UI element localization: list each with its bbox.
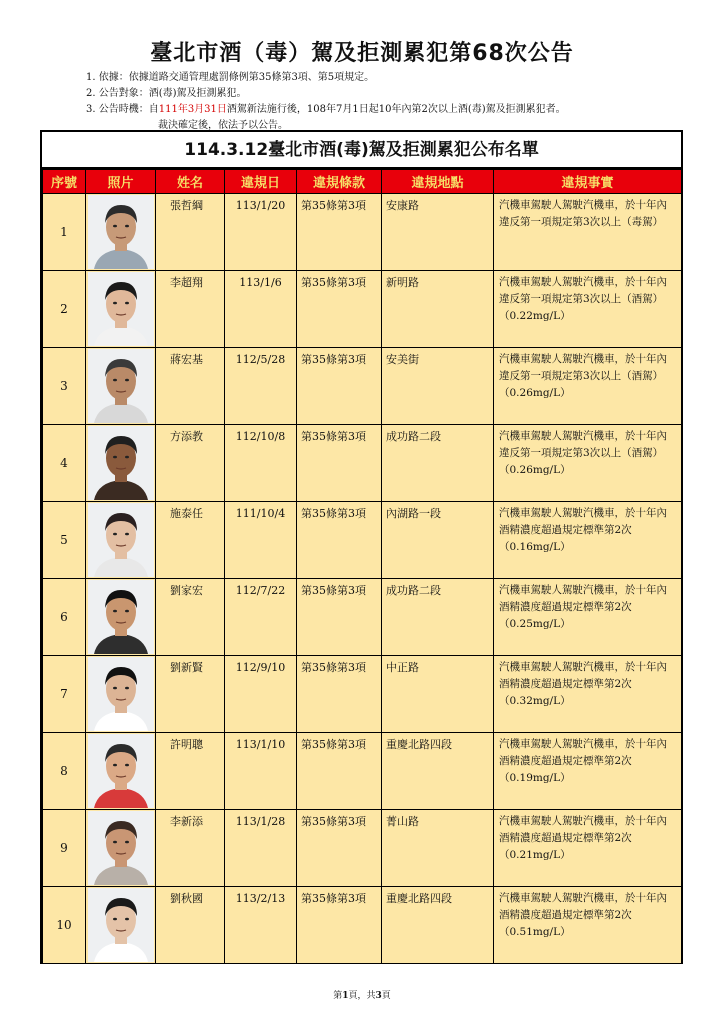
offender-photo (88, 888, 154, 962)
offender-photo (88, 195, 154, 269)
offender-name: 李新添 (156, 810, 225, 887)
violation-clause: 第35條第3項 (297, 502, 382, 579)
photo-cell (86, 656, 156, 733)
violation-date: 113/2/13 (225, 887, 297, 964)
photo-left-eye (113, 302, 117, 305)
photo-cell (86, 733, 156, 810)
photo-right-eye (125, 918, 129, 921)
violation-date: 113/1/28 (225, 810, 297, 887)
violation-date: 112/7/22 (225, 579, 297, 656)
violation-location: 安康路 (382, 194, 494, 271)
row-number: 9 (43, 810, 86, 887)
violation-fact: 汽機車駕駛人駕駛汽機車，於十年內違反第一項規定第3次以上（酒駕）（0.26mg/L） (494, 348, 682, 425)
offender-photo (88, 811, 154, 885)
photo-cell (86, 887, 156, 964)
row-number: 3 (43, 348, 86, 425)
photo-right-eye (125, 764, 129, 767)
offender-photo (88, 657, 154, 731)
footer-suffix: 頁 (381, 991, 391, 1001)
violation-date: 113/1/20 (225, 194, 297, 271)
photo-cell (86, 425, 156, 502)
violation-location: 重慶北路四段 (382, 887, 494, 964)
photo-left-eye (113, 456, 117, 459)
violation-date: 112/9/10 (225, 656, 297, 733)
row-number: 5 (43, 502, 86, 579)
offender-photo (88, 426, 154, 500)
photo-left-eye (113, 225, 117, 228)
photo-right-eye (125, 533, 129, 536)
note-timing (86, 102, 566, 118)
violation-clause: 第35條第3項 (297, 810, 382, 887)
note-target: 2. 公告對象：酒(毒)駕及拒測累犯。 (86, 88, 247, 99)
row-number: 4 (43, 425, 86, 502)
violation-date: 111/10/4 (225, 502, 297, 579)
header-clause: 違規條款 (297, 170, 382, 194)
violation-location: 安美街 (382, 348, 494, 425)
photo-left-eye (113, 764, 117, 767)
photo-right-eye (125, 841, 129, 844)
photo-cell (86, 348, 156, 425)
violation-clause: 第35條第3項 (297, 194, 382, 271)
row-number: 7 (43, 656, 86, 733)
violation-clause: 第35條第3項 (297, 733, 382, 810)
table-row (43, 887, 682, 964)
violation-fact: 汽機車駕駛人駕駛汽機車，於十年內酒精濃度超過規定標準第2次（0.32mg/L） (494, 656, 682, 733)
note-timing-date: 111年3月31日 (158, 104, 227, 115)
violation-clause: 第35條第3項 (297, 271, 382, 348)
table-row (43, 656, 682, 733)
offender-photo (88, 272, 154, 346)
footer-total-pages: 3 (375, 991, 382, 1001)
photo-left-eye (113, 610, 117, 613)
violation-location: 重慶北路四段 (382, 733, 494, 810)
table-row (43, 194, 682, 271)
table-row (43, 733, 682, 810)
photo-cell (86, 579, 156, 656)
header-photo: 照片 (86, 170, 156, 194)
violation-date: 112/5/28 (225, 348, 297, 425)
footer-page-number: 1 (342, 991, 349, 1001)
photo-right-eye (125, 379, 129, 382)
violation-location: 新明路 (382, 271, 494, 348)
table-row (43, 271, 682, 348)
row-number: 10 (43, 887, 86, 964)
page-footer (0, 988, 724, 1001)
photo-right-eye (125, 456, 129, 459)
violation-clause: 第35條第3項 (297, 579, 382, 656)
offender-name: 李超翔 (156, 271, 225, 348)
violation-fact: 汽機車駕駛人駕駛汽機車，於十年內違反第一項規定第3次以上（毒駕） (494, 194, 682, 271)
table-title: 114.3.12臺北市酒(毒)駕及拒測累犯公布名單 (42, 132, 681, 169)
row-number: 2 (43, 271, 86, 348)
offender-name: 劉家宏 (156, 579, 225, 656)
violation-clause: 第35條第3項 (297, 425, 382, 502)
photo-right-eye (125, 610, 129, 613)
note-timing-prefix: 3. 公告時機：自 (86, 104, 159, 115)
violation-location: 中正路 (382, 656, 494, 733)
violation-fact: 汽機車駕駛人駕駛汽機車，於十年內酒精濃度超過規定標準第2次（0.16mg/L） (494, 502, 682, 579)
header-date: 違規日 (225, 170, 297, 194)
photo-cell (86, 271, 156, 348)
violation-fact: 汽機車駕駛人駕駛汽機車，於十年內酒精濃度超過規定標準第2次（0.21mg/L） (494, 810, 682, 887)
photo-cell (86, 194, 156, 271)
row-number: 1 (43, 194, 86, 271)
table-row (43, 579, 682, 656)
document-title: 臺北市酒（毒）駕及拒測累犯第68次公告 (150, 41, 574, 66)
offender-name: 方添教 (156, 425, 225, 502)
violation-fact: 汽機車駕駛人駕駛汽機車，於十年內酒精濃度超過規定標準第2次（0.25mg/L） (494, 579, 682, 656)
footer-middle: 頁，共 (348, 991, 376, 1001)
violation-fact: 汽機車駕駛人駕駛汽機車，於十年內酒精濃度超過規定標準第2次（0.19mg/L） (494, 733, 682, 810)
violation-clause: 第35條第3項 (297, 656, 382, 733)
violation-fact: 汽機車駕駛人駕駛汽機車，於十年內酒精濃度超過規定標準第2次（0.51mg/L） (494, 887, 682, 964)
table-row (43, 348, 682, 425)
note-timing-suffix: 酒駕新法施行後，108年7月1日起10年內第2次以上酒(毒)駕及拒測累犯者。 (226, 104, 566, 115)
violation-fact: 汽機車駕駛人駕駛汽機車，於十年內違反第一項規定第3次以上（酒駕）（0.22mg/L） (494, 271, 682, 348)
table-row (43, 502, 682, 579)
offender-name: 蔣宏基 (156, 348, 225, 425)
offender-photo (88, 349, 154, 423)
photo-left-eye (113, 687, 117, 690)
offender-photo (88, 734, 154, 808)
photo-left-eye (113, 841, 117, 844)
offender-table-container (40, 130, 683, 964)
table-header-row (43, 170, 682, 194)
violation-clause: 第35條第3項 (297, 887, 382, 964)
photo-left-eye (113, 533, 117, 536)
offender-photo (88, 503, 154, 577)
footer-prefix: 第 (333, 991, 343, 1001)
photo-cell (86, 810, 156, 887)
header-name: 姓名 (156, 170, 225, 194)
offender-name: 張哲綱 (156, 194, 225, 271)
photo-right-eye (125, 225, 129, 228)
violation-date: 113/1/6 (225, 271, 297, 348)
offender-table (42, 169, 682, 964)
note-basis: 1. 依據：依據道路交通管理處罰條例第35條第3項、第5項規定。 (86, 72, 375, 83)
violation-location: 成功路二段 (382, 579, 494, 656)
violation-location: 菁山路 (382, 810, 494, 887)
offender-photo (88, 580, 154, 654)
header-location: 違規地點 (382, 170, 494, 194)
offender-name: 劉新賢 (156, 656, 225, 733)
photo-right-eye (125, 687, 129, 690)
offender-name: 施泰任 (156, 502, 225, 579)
violation-date: 112/10/8 (225, 425, 297, 502)
photo-right-eye (125, 302, 129, 305)
violation-location: 成功路二段 (382, 425, 494, 502)
announcement-notes (86, 70, 566, 134)
note-final: 裁決確定後，依法予以公告。 (158, 120, 288, 131)
header-fact: 違規事實 (494, 170, 682, 194)
violation-fact: 汽機車駕駛人駕駛汽機車，於十年內違反第一項規定第3次以上（酒駕）（0.26mg/L） (494, 425, 682, 502)
photo-left-eye (113, 918, 117, 921)
violation-date: 113/1/10 (225, 733, 297, 810)
photo-left-eye (113, 379, 117, 382)
photo-cell (86, 502, 156, 579)
row-number: 8 (43, 733, 86, 810)
header-no: 序號 (43, 170, 86, 194)
offender-name: 許明聰 (156, 733, 225, 810)
violation-location: 內湖路一段 (382, 502, 494, 579)
offender-name: 劉秋國 (156, 887, 225, 964)
violation-clause: 第35條第3項 (297, 348, 382, 425)
table-row (43, 425, 682, 502)
table-row (43, 810, 682, 887)
row-number: 6 (43, 579, 86, 656)
